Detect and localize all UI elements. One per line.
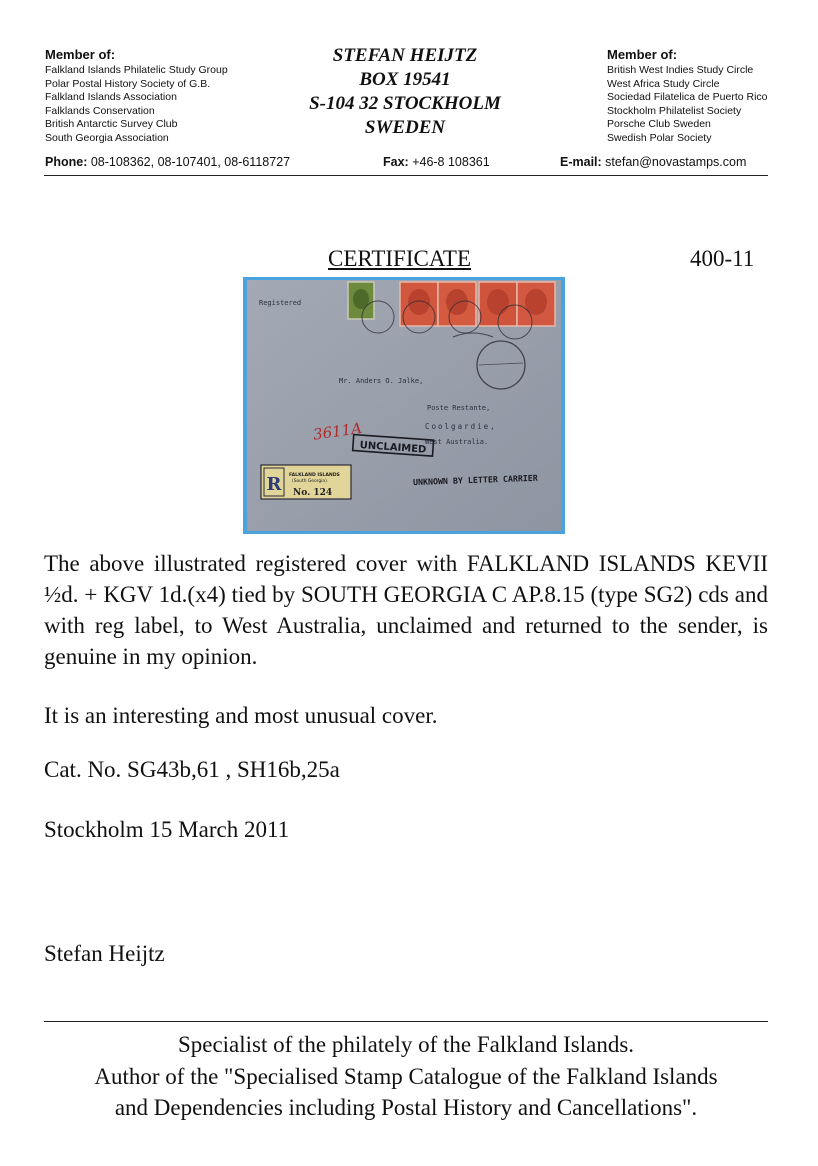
red-manuscript-number: 3611A [311, 419, 363, 444]
address-line: Poste Restante, [427, 404, 491, 412]
membership-item: Polar Postal History Society of G.B. [45, 77, 211, 90]
reg-label-number: No. 124 [293, 488, 333, 498]
letterhead-box: BOX 19541 [359, 69, 451, 90]
membership-item: Sociedad Filatelica de Puerto Rico [607, 91, 768, 104]
svg-text:UNCLAIMED: UNCLAIMED [359, 440, 427, 456]
phone-label: Phone: [45, 155, 88, 169]
signature-name: Stefan Heijtz [44, 941, 165, 966]
cover-photo [243, 277, 565, 534]
membership-item: Falkland Islands Philatelic Study Group [45, 64, 228, 76]
email-info [560, 155, 746, 169]
registration-label [261, 465, 351, 499]
membership-item: Falklands Conservation [45, 104, 155, 117]
stamp-kevii-halfpenny [348, 282, 374, 319]
address-line: West Australia. [425, 438, 489, 446]
stamp-kgv-1d [517, 282, 555, 326]
stamp-kgv-1d [400, 282, 438, 326]
fax-value: +46-8 108361 [412, 155, 490, 169]
letterhead-country: SWEDEN [364, 117, 446, 138]
membership-item: Swedish Polar Society [607, 131, 712, 144]
certificate-remark: It is an interesting and most unusual cover. [44, 703, 438, 728]
certificate-title: CERTIFICATE [328, 246, 472, 271]
membership-list-left [45, 47, 285, 146]
fax-info [383, 155, 490, 169]
phone-value: 08-108362, 08-107401, 08-6118727 [90, 155, 291, 169]
address-line: Coolgardie, [425, 422, 497, 431]
membership-item: British West Indies Study Circle [607, 64, 754, 76]
footer-line: Author of the "Specialised Stamp Catalogue of the Falkland Islands [94, 1063, 718, 1089]
certificate-statement: The above illustrated registered cover with FALKLAND ISLANDS KEVII ½d. + KGV 1d.(x4) tied by SOUTH GEORGIA C AP.8.15 (type SG2) cds and with reg label, to West Australia, unclaimed and returned to the sender, is genuine in my opinion. [44, 551, 768, 669]
place-and-date: Stockholm 15 March 2011 [44, 817, 290, 842]
footer-line: Specialist of the philately of the Falkland Islands. [177, 1032, 635, 1057]
stamp-kgv-1d [438, 282, 476, 326]
address-line: Mr. Anders O. Jalke, [339, 377, 424, 385]
letterhead-address [290, 44, 520, 140]
email-label: E-mail: [560, 155, 602, 169]
membership-item: Stockholm Philatelist Society [607, 104, 742, 117]
footer-line: and Dependencies including Postal History and Cancellations". [114, 1095, 698, 1120]
membership-item: West Africa Study Circle [607, 77, 720, 90]
email-value: stefan@novastamps.com [605, 155, 747, 169]
reg-label-letter: R [266, 474, 282, 495]
certificate-number: 400-11 [690, 246, 755, 271]
cover-photo-svg [243, 277, 565, 534]
reg-label-line2: (South Georgia). [292, 479, 329, 484]
membership-heading-right: Member of: [607, 47, 678, 62]
membership-item: South Georgia Association [45, 131, 169, 144]
membership-heading-left: Member of: [45, 47, 116, 62]
reg-label-line1: FALKLAND ISLANDS [289, 473, 340, 478]
membership-item: Falkland Islands Association [45, 91, 177, 104]
header-divider [44, 175, 768, 176]
registered-text: Registered [259, 299, 302, 307]
unknown-by-letter-carrier-handstamp: UNKNOWN BY LETTER CARRIER [412, 472, 538, 488]
phone-info [45, 155, 290, 169]
membership-item: British Antarctic Survey Club [45, 118, 178, 131]
catalogue-numbers: Cat. No. SG43b,61 , SH16b,25a [44, 757, 340, 782]
footer-divider [44, 1021, 768, 1022]
letterhead-city: S-104 32 STOCKHOLM [309, 93, 501, 114]
fax-label: Fax: [383, 155, 409, 169]
membership-item: Porsche Club Sweden [607, 118, 711, 131]
letterhead-name: STEFAN HEIJTZ [332, 45, 478, 66]
membership-list-right [607, 47, 797, 146]
footer [44, 1029, 768, 1124]
